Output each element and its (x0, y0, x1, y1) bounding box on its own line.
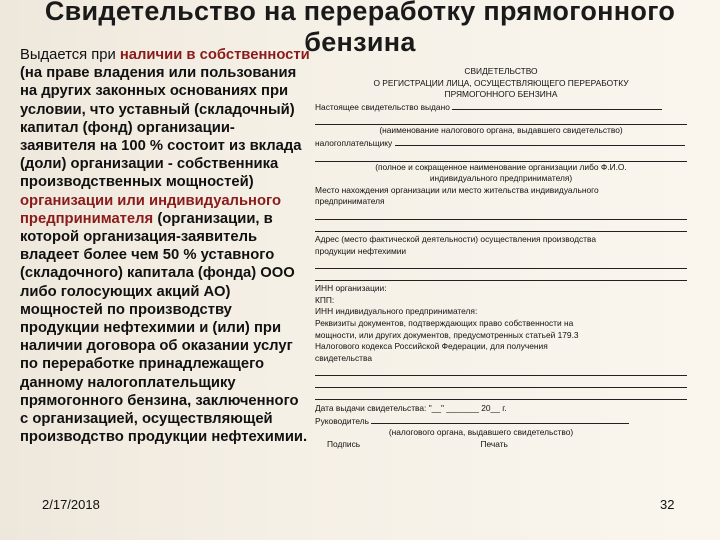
issued-line (452, 101, 662, 110)
blank-line (315, 364, 687, 376)
title-line-1: Свидетельство на переработку прямогонного (44, 0, 676, 26)
issued-row: Настоящее свидетельство выдано (315, 101, 687, 114)
address-label: Адрес (место фактической деятельности) осуществления производства (315, 233, 597, 244)
paragraph-red-part: организации или индивидуального предпринимателя (20, 192, 282, 227)
certificate-form (315, 66, 687, 451)
blank-line (315, 388, 687, 400)
requisites-4: свидетельства (315, 352, 372, 363)
form-heading-1: СВИДЕТЕЛЬСТВО (464, 66, 538, 76)
location-label: Место нахождения организации или место жительства индивидуального (315, 184, 599, 195)
taxpayer-line (395, 137, 685, 146)
kpp-label: КПП: (315, 294, 335, 305)
paragraph-part-2: (организации, в которой организация-заявитель владеет более чем 50 % уставного (складочного) капитала (фонда) ООО либо голосующих акций АО) мощностей по производству продукции нефтехимии и (или) при наличии договора об оказании услуг по переработке принадлежащего данному налогоплательщику прямогонного бензина, заключенного с организацией, осуществляющей производство продукции нефтехимии. (20, 210, 308, 446)
blank-line (315, 376, 687, 388)
requisites-3: Налогового кодекса Российской Федерации, для получения (315, 341, 548, 352)
seal-label: Печать (480, 439, 508, 450)
sign-label: Подпись (327, 439, 361, 450)
blank-line (315, 269, 687, 281)
requisites-1: Реквизиты документов, подтверждающих право собственности на (315, 317, 574, 328)
blank-line (315, 150, 687, 162)
note-authority: (наименование налогового органа, выдавшего свидетельство) (379, 125, 623, 136)
left-text-block (20, 46, 310, 446)
inn-ip-label: ИНН индивидуального предпринимателя: (315, 306, 478, 317)
address-label-2: продукции нефтехимии (315, 245, 407, 256)
note-name: (полное и сокращенное наименование организации либо Ф.И.О. (375, 161, 627, 172)
inn-org-label: ИНН организации: (315, 283, 387, 294)
form-heading-3: ПРЯМОГОННОГО БЕНЗИНА (444, 89, 558, 100)
paragraph-part-1: (на праве владения или пользования на других законных основаниях при условии, что уставный (складочный) капитал (фонд) организации-заявителя на 100 % состоит из вклада (доли) организации - собственника производственных мощностей) (20, 65, 302, 191)
footer-date: 2/17/2018 (42, 497, 100, 512)
note-name-2: индивидуального предпринимателя) (429, 173, 573, 184)
location-label-2: предпринимателя (315, 196, 385, 207)
blank-line (315, 220, 687, 232)
issue-date-label: Дата выдачи свидетельства: "__" _______ 20__ г. (315, 403, 507, 414)
taxpayer-row: налогоплательщику (315, 137, 687, 150)
slide-number: 32 (660, 497, 675, 512)
blank-line (315, 257, 687, 269)
blank-line (315, 113, 687, 125)
sign-seal-row (315, 439, 687, 451)
head-line (371, 415, 629, 424)
note-head: (налогового органа, выдавшего свидетельство) (388, 427, 574, 438)
blank-line (315, 208, 687, 220)
intro-red-text: наличии в собственности (119, 47, 310, 63)
intro-text: Выдается при (20, 47, 120, 63)
title-line-2: бензина (304, 27, 416, 57)
requisites-2: мощности, или других документов, предусмотренных статьей 179.3 (315, 329, 579, 340)
form-heading-2: О РЕГИСТРАЦИИ ЛИЦА, ОСУЩЕСТВЛЯЮЩЕГО ПЕРЕРАБОТКУ (373, 77, 629, 88)
head-row: Руководитель (315, 415, 687, 428)
